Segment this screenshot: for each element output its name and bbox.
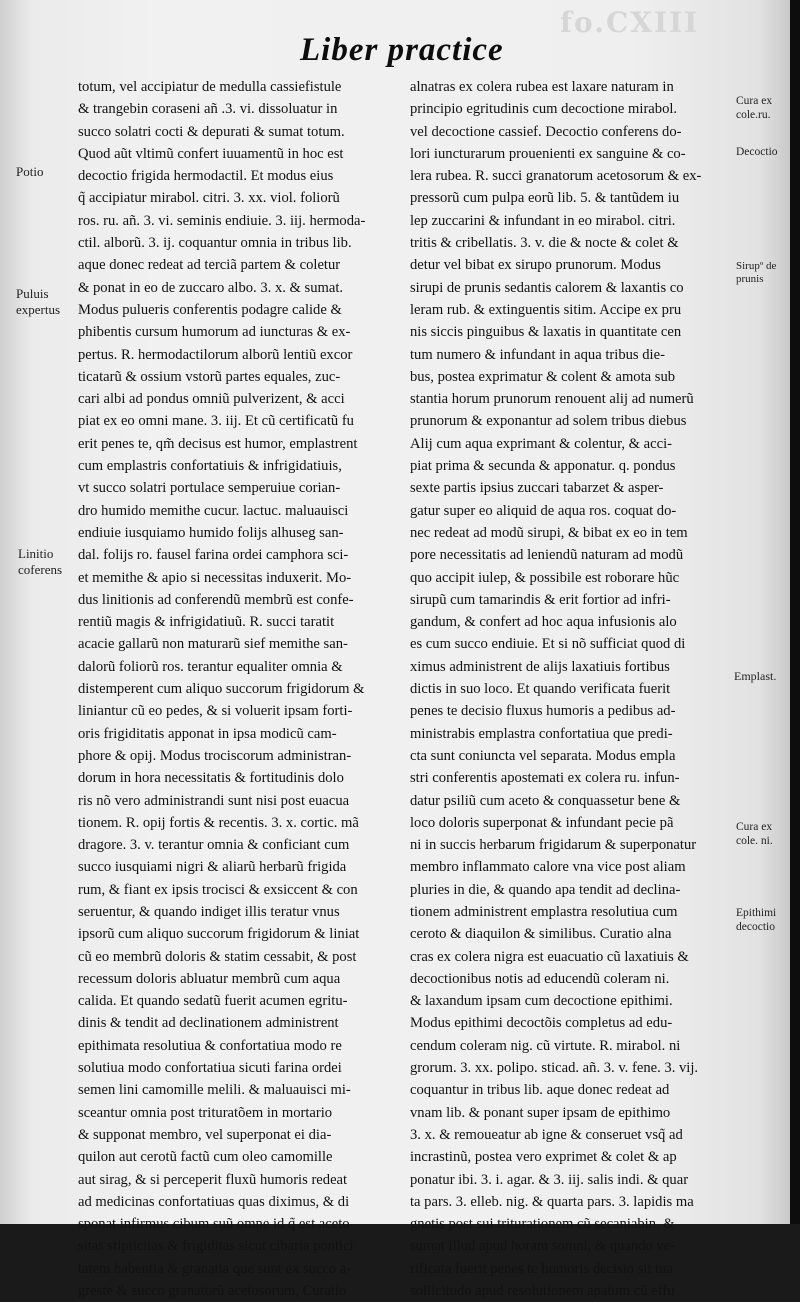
gloss-line: Emplast. [734,669,777,683]
text-line: gatur super eo aliquid de aqua ros. coquat do- [410,502,677,519]
text-line: sexte partis ipsius zuccari tabarzet & asper- [410,480,664,497]
text-line: calida. Et quando sedatũ fuerit acumen egritu- [78,993,348,1010]
text-line: sollicitudo apud resolutionem apatum cũ effu [410,1283,675,1300]
text-line: lep zuccarini & infundant in eo mirabol. citri. [410,212,676,229]
text-line: cras ex colera nigra est euacuatio cũ laxatiuis & [410,948,689,965]
text-line: distemperent cum aliquo succorum frigidorum & [78,681,365,698]
gloss-line: Cura ex [736,821,773,833]
text-line: seruentur, & quando indiget illis teratur vnus [78,903,340,920]
gloss-line: Potio [16,164,44,179]
gloss-line: Cura ex [736,95,773,107]
text-line: Alij cum aqua exprimant & colentur, & acci- [410,435,673,452]
left-text-column [78,76,400,1302]
text-line: aque donec redeat ad terciã partem & coletur [78,257,341,274]
text-line: stantia horum prunorum renouent alij ad numerũ [410,391,694,408]
text-line: pluries in die, & quando apa tendit ad declina- [410,881,681,898]
text-line: & laxandum ipsam cum decoctione epithimi. [410,993,673,1010]
text-line: sumat illud apud horam somni, & quando ve- [410,1238,676,1255]
text-line: dro humido memithe cucur. lactuc. maluauisci [78,502,349,519]
text-line: Quod aũt vltimũ confert iuuamentũ in hoc est [78,145,344,162]
text-line: solutiua modo confortatiua sicuti farina ordei [78,1060,342,1077]
text-line: principio egritudinis cum decoctione mirabol. [410,101,678,118]
text-line: ipsorũ cum aliquo succorum frigidorum & liniat [78,926,360,943]
text-line: rum, & fiant ex ipsis trocisci & exsiccent & con [78,881,358,898]
text-line: lera rubea. R. succi granatorum acetosorum & ex- [410,168,702,185]
text-line: cũ eo membrũ doloris & statim cessabit, & post [78,948,357,965]
text-line: ros. ru. añ. 3. vi. seminis endiuie. 3. iij. hermoda- [78,212,366,229]
text-line: sponat infirmus cibum suũ omne id q̃ est aceto [78,1216,350,1233]
margin-gloss-potio [16,164,43,180]
gloss-line: coferens [18,562,63,577]
text-line: ni in succis herbarum frigidarum & superponatur [410,837,697,854]
text-line: grorum. 3. xx. polipo. sticad. añ. 3. v. fene. 3. vij. [410,1060,699,1077]
text-line: aut sirag, & si perceperit fluxũ humoris redeat [78,1171,348,1188]
text-line: sirupũ cum tamarindis & erit fortior ad infri- [410,591,671,608]
text-line: dinis & tendit ad declinationem administrent [78,1015,339,1032]
text-line: ris nõ vero administrandi sunt nisi post euacua [78,792,350,809]
text-line: acacie gallarũ non maturarũ sief memithe san- [78,636,348,653]
text-line: greste & succo granatorũ acetosorum, Curatio [78,1283,347,1300]
text-line: ministrabis emplastra confortatiua que predi- [410,725,673,742]
text-line: prunorum & exponantur ad solem tribus diebus [410,413,687,430]
text-line: piat prima & secunda & apponatur. q. pondus [410,458,676,475]
text-line: dictis in suo loco. Et quando verificata fuerit [410,681,671,698]
gloss-line: Epithimi [736,907,777,919]
text-line: detur vel bibat ex sirupo prunorum. Modus [410,257,661,274]
text-line: ceroto & diaquilon & similibus. Curatio alna [410,926,672,943]
text-line: tionem. R. opij fortis & recentis. 3. x. cortic. mã [78,814,359,831]
text-line: tionem administrent emplastra resolutiua cum [410,903,678,920]
margin-gloss-emplast [734,668,776,684]
text-line: Modus pulueris conferentis podagre calide & [78,301,342,318]
text-line: erit penes te, qm̃ decisus est humor, emplastrent [78,435,358,452]
text-line: tum numero & infundant in aqua tribus die- [410,346,665,363]
text-line: recessum doloris abluatur membrũ cum aqua [78,970,341,987]
text-line: pressorũ cum pulpa eorũ lib. 5. & tantũdem iu [410,190,680,207]
text-line: tatem habentia & granatia que sunt ex succo a- [78,1260,352,1277]
margin-gloss-puluis-expertus [16,286,60,318]
text-line: & ponat in eo de zuccaro albo. 3. x. & sumat. [78,279,344,296]
gloss-line: expertus [16,302,61,317]
margin-gloss-linitio-coferens [18,546,62,578]
margin-gloss-epithimi-decoctio [736,906,776,934]
gloss-line: Linitio [18,546,54,561]
text-line: stri conferentis apostemati ex colera ru. infun- [410,770,680,787]
book-spine-shadow [790,0,800,1224]
text-line: gandum, & confert ad hoc aqua infusionis alo [410,614,677,631]
text-line: tritis & cribellatis. 3. v. die & nocte & colet & [410,235,679,252]
text-line: leram rub. & extinguentis sitim. Accipe ex pru [410,301,682,318]
text-line: semen lini camomille melili. & maluauisci mi- [78,1082,351,1099]
text-line: dragore. 3. v. terantur omnia & conficiant cum [78,837,350,854]
text-line: ta pars. 3. elleb. nig. & quarta pars. 3. lapidis ma [410,1193,694,1210]
text-line: sceantur omnia post trituratõem in mortario [78,1104,333,1121]
gloss-line: decoctio [736,921,775,933]
text-line: nec redeat ad modũ sirupi, & bibat ex eo in tem [410,524,688,541]
running-head: Liber practice [300,32,504,68]
bleed-through-text: fo.CXIII [560,6,700,39]
text-line: incrastinũ, postea vero exprimet & colet & ap [410,1149,677,1166]
text-line: Modus epithimi decoctõis completus ad edu- [410,1015,673,1032]
margin-gloss-decoctio [736,144,778,160]
text-line: quo accipit iulep, & possibile est roborare hũc [410,569,680,586]
text-line: bus, postea exprimatur & colent & amota sub [410,368,676,385]
text-line: ad medicinas confortatiuas quas diximus, & di [78,1193,350,1210]
text-line: totum, vel accipiatur de medulla cassiefistule [78,79,342,95]
text-line: coquantur in tribus lib. aque donec redeat ad [410,1082,670,1099]
text-line: phibentis cursum humorum ad iuncturas & ex- [78,324,351,341]
text-line: lori iuncturarum prouenienti ex sanguine & co- [410,145,686,162]
text-line: cta sunt coniuncta vel separata. Modus empla [410,747,676,764]
gloss-line: cole. ni. [736,835,773,847]
text-line: liniantur cũ eo pedes, & si voluerit ipsam forti- [78,703,353,720]
text-line: decoctio frigida hermodactil. Et modus eius [78,168,334,185]
text-line: gnetis post sui triturationem cũ secaniabin, & [410,1216,675,1233]
text-line: ponatur ibi. 3. i. agar. & 3. iij. salis indi. & quar [410,1171,689,1188]
margin-gloss-cura-cole-ru [736,94,772,122]
text-line: nis siccis pinguibus & laxatis in quantitate cen [410,324,682,341]
margin-gloss-sirupus-de-prunis [736,260,776,286]
text-line: ctil. alborũ. 3. ij. coquantur omnia in tribus lib. [78,235,352,252]
text-line: phore & opij. Modus trociscorum administran- [78,747,352,764]
text-line: datur psiliũ cum aceto & conquassetur bene & [410,792,681,809]
text-line: succo iusquiami nigri & aliarũ herbarũ frigida [78,859,347,876]
text-line: decoctionibus notis ad educendũ coleram ni. [410,970,670,987]
text-line: quilon aut cerotũ factũ cum oleo camomille [78,1149,333,1166]
margin-gloss-cura-cole-ni [736,820,773,848]
text-line: endiuie iusquiamo humido folijs alhuseg san- [78,524,344,541]
gloss-line: cole.ru. [736,109,771,121]
text-line: pertus. R. hermodactilorum alborũ lentiũ excor [78,346,353,363]
text-line: q̃ accipiatur mirabol. citri. 3. xx. viol. foliorũ [78,190,340,207]
gloss-line: Sirupº de [736,260,777,272]
text-line: sitas stipticitas & frigiditas sicut cibaria pontici [78,1238,354,1255]
text-line: 3. x. & remoueatur ab igne & conseruet vsq̃ ad [410,1126,683,1143]
text-line: rificata fuerit penes te humoris decisio sit tua [410,1260,674,1277]
text-line: loco doloris superponat & infundant pecie pã [410,814,674,831]
text-line: es cum succo endiuie. Et si nõ sufficiat quod di [410,636,686,653]
text-line: vnam lib. & ponant super ipsam de epithimo [410,1104,671,1121]
text-line: & trangebin coraseni añ .3. vi. dissoluatur in [78,101,338,118]
text-line: vel decoctione cassief. Decoctio conferens do- [410,123,682,140]
text-line: cari albi ad pondus omniũ pulverizent, & acci [78,391,345,408]
text-line: ticatarũ & ossium vstorũ partes equales, zuc- [78,368,341,385]
gloss-line: Puluis [16,286,49,301]
right-text-column [410,76,732,1302]
text-line: dalorũ foliorũ ros. terantur equaliter omnia & [78,658,343,675]
gloss-line: Decoctio [736,146,778,158]
text-line: dorum in hora necessitatis & fortitudinis dolo [78,770,344,787]
text-line: pore necessitatis ad leniendũ naturam ad modũ [410,547,684,564]
text-line: penes te decisio fluxus humoris a pedibus ad- [410,703,676,720]
text-line: oris frigiditatis apponat in ipsa modicũ cam- [78,725,337,742]
text-line: cendum coleram nig. cũ virtute. R. mirabol. ni [410,1037,681,1054]
text-line: rentiũ magis & infrigidatiuũ. R. succi taratit [78,614,335,631]
text-line: dal. folijs ro. fausel farina ordei camphora sci- [78,547,349,564]
text-line: membro inflammato calore vna vice post aliam [410,859,686,876]
text-line: alnatras ex colera rubea est laxare naturam in [410,79,674,95]
text-line: sirupi de prunis sedantis calorem & laxantis co [410,279,684,296]
text-line: vt succo solatri portulace semperuiue corian- [78,480,341,497]
text-line: & supponat membro, vel superponat ei dia- [78,1126,332,1143]
gloss-line: prunis [736,273,764,285]
text-line: succo solatri cocti & depurati & sumat totum. [78,123,345,140]
text-line: ximus administrent de alijs laxatiuis fortibus [410,658,670,675]
text-line: dus linitionis ad conferendũ membrũ est confe- [78,591,354,608]
text-line: piat ex eo omni mane. 3. iij. Et cũ certificatũ fu [78,413,354,430]
text-line: cum emplastris confortatiuis & infrigidatiuis, [78,458,342,475]
text-line: epithimata resolutiua & confortatiua modo re [78,1037,342,1054]
text-line: et memithe & apio si necessitas induxerit. Mo- [78,569,352,586]
